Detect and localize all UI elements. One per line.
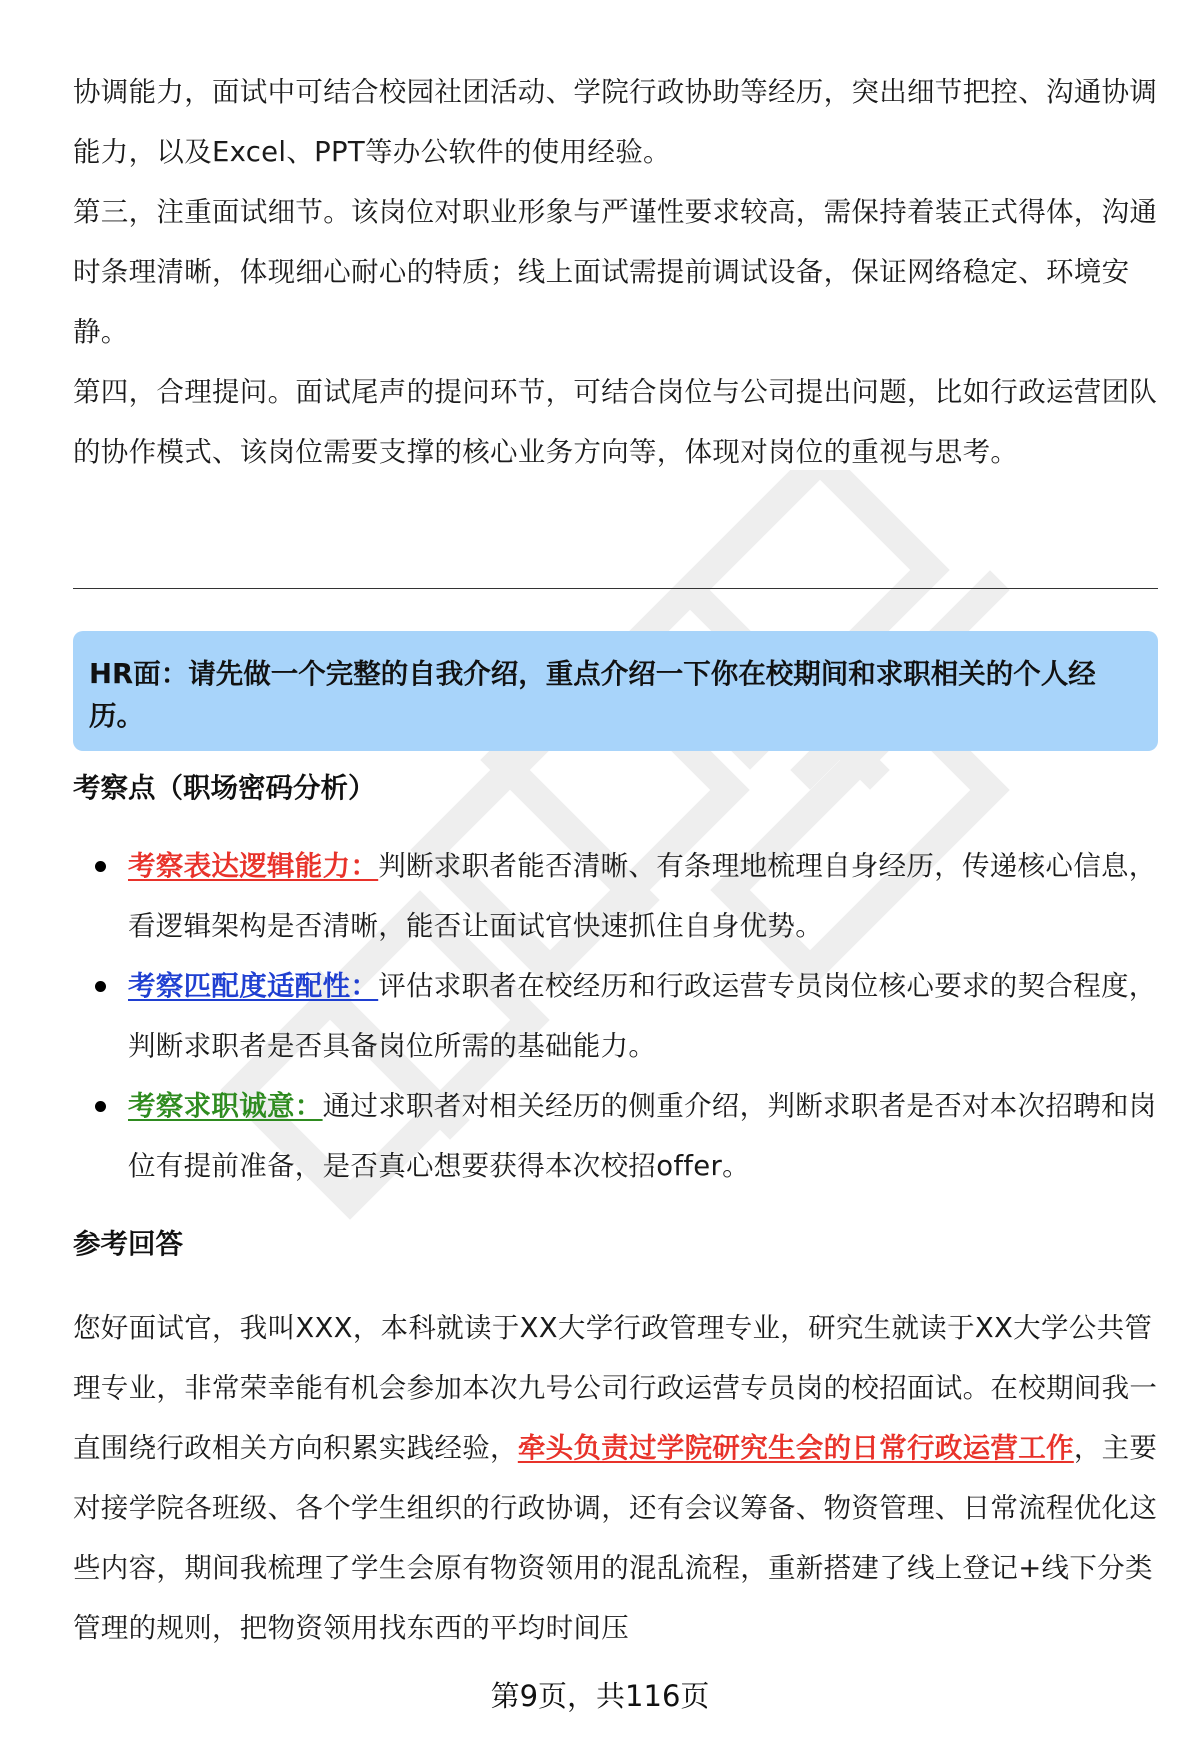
bullet-icon	[95, 981, 106, 992]
bullet-keyword: 考察表达逻辑能力：	[128, 850, 379, 882]
bullet-icon	[95, 861, 106, 872]
question-box	[73, 631, 1158, 751]
reference-answer-title: 参考回答	[73, 1228, 183, 1260]
answer-text: ，主要对接学院各班级、各个学生组织的行政协调，还有会议筹备、物资管理、日常流程优化这些内容，期间我梳理了学生会原有物资领用的混乱流程，重新搭建了线上登记+线下分类管理的规则，把物资领用找东西的平均时间压	[73, 1432, 1158, 1644]
list-item	[73, 956, 1158, 1076]
answer-highlight: 牵头负责过学院研究生会的日常行政运营工作	[517, 1432, 1074, 1464]
bullet-text: 判断求职者能否清晰、有条理地梳理自身经历，传递核心信息，看逻辑架构是否清晰，能否让面试官快速抓住自身优势。	[128, 850, 1157, 942]
bullet-keyword: 考察匹配度适配性：	[128, 970, 379, 1002]
intro-paragraph: 协调能力，面试中可结合校园社团活动、学院行政协助等经历，突出细节把控、沟通协调能力，以及Excel、PPT等办公软件的使用经验。	[73, 76, 1158, 168]
intro-paragraph: 第三，注重面试细节。该岗位对职业形象与严谨性要求较高，需保持着装正式得体，沟通时条理清晰，体现细心耐心的特质；线上面试需提前调试设备，保证网络稳定、环境安静。	[73, 196, 1158, 348]
list-item	[73, 836, 1158, 956]
page-number: 第9页，共116页	[490, 1679, 710, 1713]
question-text: HR面：请先做一个完整的自我介绍，重点介绍一下你在校期间和求职相关的个人经历。	[89, 658, 1096, 732]
intro-paragraph: 第四，合理提问。面试尾声的提问环节，可结合岗位与公司提出问题，比如行政运营团队的协作模式、该岗位需要支撑的核心业务方向等，体现对岗位的重视与思考。	[73, 376, 1158, 468]
section-divider	[73, 588, 1158, 589]
reference-answer	[73, 1298, 1158, 1658]
answer-text: 您好面试官，我叫XXX，本科就读于XX大学行政管理专业，研究生就读于XX大学公共管理专业，非常荣幸能有机会参加本次九号公司行政运营专员岗的校招面试。在校期间我一直围绕行政相关方向积累实践经验，	[73, 1312, 1158, 1464]
bullet-text: 通过求职者对相关经历的侧重介绍，判断求职者是否对本次招聘和岗位有提前准备，是否真心想要获得本次校招offer。	[128, 1090, 1157, 1182]
bullet-icon	[95, 1101, 106, 1112]
bullet-text: 评估求职者在校经历和行政运营专员岗位核心要求的契合程度，判断求职者是否具备岗位所需的基础能力。	[128, 970, 1157, 1062]
bullet-keyword: 考察求职诚意：	[128, 1090, 323, 1122]
assessment-points-list	[73, 836, 1158, 1196]
intro-section	[73, 62, 1158, 482]
assessment-points-title: 考察点（职场密码分析）	[73, 772, 376, 804]
list-item	[73, 1076, 1158, 1196]
